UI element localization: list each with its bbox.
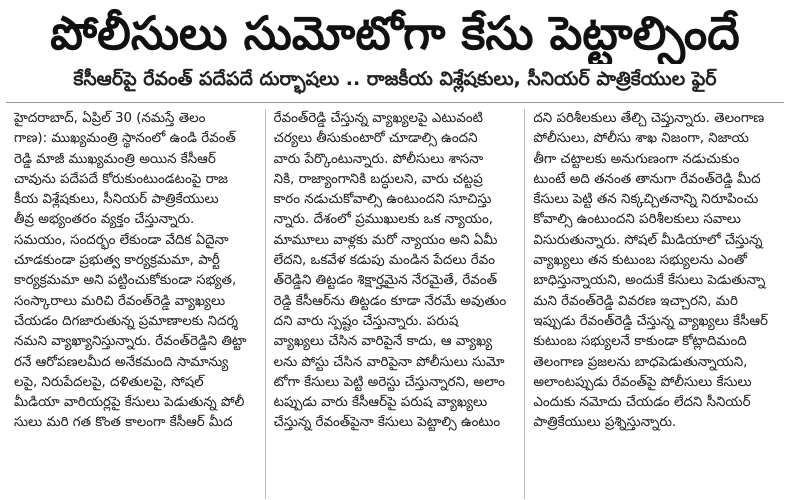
article-text-line: మని రేవంత్‌రెడ్డి వివరణ ఇచ్చారని, మరి: [533, 293, 738, 309]
article-text-line: తీవ్ర అభ్యంతరం వ్యక్తం చేస్తున్నారు.: [14, 212, 195, 228]
article-text-line: చావును పదేపదే కోరుకుంటుండటంపై రాజ: [14, 171, 228, 187]
article-text-line: న్నారు. దేశంలో ప్రముఖులకు ఒక న్యాయం,: [273, 212, 493, 228]
article-text-line: గాణ): ముఖ్యమంత్రి స్థానంలో ఉండి రేవంత్: [14, 131, 236, 147]
article-columns: [6, 109, 784, 499]
column-1: [6, 109, 266, 499]
article-text-line: వ్యాఖ్యలు చేసిన వారిపైనే కాదు, ఆ వ్యాఖ్య: [273, 334, 493, 350]
article-text-line: మామూలు వాళ్లకు మరో న్యాయం అని ఏమీ: [273, 232, 498, 248]
article-text-line: లేదని, ఒకవేళ కడుపు మండిన పేదలు రేవం: [273, 253, 496, 269]
article-text-line: రేవంత్‌రెడ్డి చేస్తున్న వ్యాఖ్యలపై ఎటువంటి: [273, 111, 483, 126]
article-text-line: చేయడం దిగజారుతున్న ప్రమాణాలకు నిదర్శ: [14, 313, 239, 329]
article-text-line: లను పోస్టు చేసిన వారిపైనా పోలీసులు సుమో: [273, 354, 505, 370]
article-text-line: దని పరిశీలకులు తేల్చి చెప్తున్నారు. తెలంగాణ: [533, 111, 765, 126]
article-text-line: టుంటే అది తనంత తానుగా రేవంత్‌రెడ్డి మీద: [533, 171, 761, 187]
subheadline: కేసీఆర్‌పై రేవంత్ పదేపదే దుర్భాషలు .. రాజకీయ విశ్లేషకులు, సీనియర్ పాత్రికేయుల ఫైర్: [73, 68, 717, 90]
article-text-line: కారం నడుచుకోవాల్సి ఉంటుందని సూచిస్తు: [273, 192, 492, 208]
article-text-line: హైదరాబాద్, ఏప్రిల్ 30 (నమస్తే తెలం: [14, 111, 206, 126]
article-text-line: వారు పేర్కొంటున్నారు. పోలీసులు శాసనా: [273, 151, 484, 167]
article-text-line: విసురుతున్నారు. సోషల్ మీడియాలో చేస్తున్న: [533, 232, 763, 248]
headline: పోలీసులు సుమోటోగా కేసు పెట్టాల్సిందే: [50, 6, 740, 60]
article-text-line: పాత్రికేయులు ప్రశ్నిస్తున్నారు.: [533, 415, 677, 431]
article-text-line: చేస్తున్న రేవంత్‌పైనా కేసులు పెట్టాల్సి ఉంటుం: [273, 415, 501, 431]
article-text-line: మీడియా వారియర్లపై కేసులు పెడుతున్న పోలీ: [14, 395, 245, 411]
article-text-line: లపై, నిరుపేదలపై, దళితులపై, సోషల్: [14, 374, 204, 390]
article-text-line: దని వారు స్పష్టం చేస్తున్నారు. పరుష: [273, 313, 459, 329]
article-text-line: బాధిస్తున్నాయని, అందుకే కేసులు పెడుతున్నా: [533, 273, 766, 289]
article-text-line: నమని వ్యాఖ్యానిస్తున్నారు. రేవంత్‌రెడ్డిని తిట్టా: [14, 334, 247, 350]
article-text-line: కీయ విశ్లేషకులు, సీనియర్ పాత్రికేయులు: [14, 192, 219, 208]
column-2: [266, 109, 526, 499]
article-text-line: ఇప్పుడు రేవంత్‌రెడ్డి చేస్తున్న వ్యాఖ్యలు కేసీఆర్: [533, 313, 768, 329]
article-text-line: ఎందుకు నమోదు చేయడం లేదని సీనియర్: [533, 395, 751, 411]
article-text-line: నికి, రాజ్యాంగానికి బద్ధులని, వారు చట్టప్ర: [273, 171, 483, 187]
article-text-line: సులు మరి గత కొంత కాలంగా కేసీఆర్ మీద: [14, 415, 233, 431]
article-text-line: టప్పుడు వారు కేసీఆర్‌పై పరుష వ్యాఖ్యలు: [273, 395, 488, 411]
article-text-line: కేసులు పెట్టి తన నిక్కచ్చితనాన్ని నిరూపించు: [533, 192, 759, 208]
article-text-line: సంస్కారాలు మరిచి రేవంత్‌రెడ్డి వ్యాఖ్యలు: [14, 293, 226, 309]
article-text-line: కార్యక్రమమా అని పట్టించుకోకుండా సభ్యత,: [14, 273, 237, 289]
article-text-line: తెలంగాణ ప్రజలను బాధపెడుతున్నాయని,: [533, 354, 748, 370]
column-3: [525, 109, 784, 499]
article-text-line: చర్యలు తీసుకుంటారో చూడాల్సి ఉందని: [273, 131, 478, 147]
article-text-line: కోవాల్సి ఉంటుందని పరిశీలకులు సవాలు: [533, 212, 741, 228]
article-text-line: రెడ్డి కేసీఆర్‌ను తిట్టడం కూడా నేరమే అవుతుం: [273, 293, 507, 309]
article-text-line: రెడ్డి మాజీ ముఖ్యమంత్రి అయిన కేసీఆర్: [14, 151, 216, 167]
article-text-line: రనే ఆరోపణలమీద అనేకమంది సామాన్యు: [14, 354, 229, 370]
article-text-line: తీగా చట్టాలకు అనుగుణంగా నడుచుకుం: [533, 151, 740, 167]
article-text-line: చూడకుండా ప్రభుత్వ కార్యక్రమమా, పార్టీ: [14, 253, 220, 269]
article-text-line: సమయం, సందర్భం లేకుండా వేదిక ఏదైనా: [14, 232, 229, 248]
article-text-line: వ్యాఖ్యలు తన కుటుంబ సభ్యులను ఎంతో: [533, 253, 747, 269]
divider: [6, 102, 784, 103]
article-text-line: త్‌రెడ్డిని తిట్టడం శిక్షార్హమైన నేరమైతే, రేవంత్: [273, 273, 498, 289]
article-text-line: టోగా కేసులు పెట్టి అరెస్టు చేస్తున్నారని, అలాం: [273, 374, 505, 390]
article-text-line: కుటుంబ సభ్యులనే కాకుండా కోట్లాదిమంది: [533, 334, 747, 350]
article-text-line: పోలీసులు, పోలీసు శాఖ నిజంగా, నిజాయ: [533, 131, 749, 147]
article-text-line: అలాంటప్పుడు రేవంత్‌పై పోలీసులు కేసులు: [533, 374, 752, 390]
